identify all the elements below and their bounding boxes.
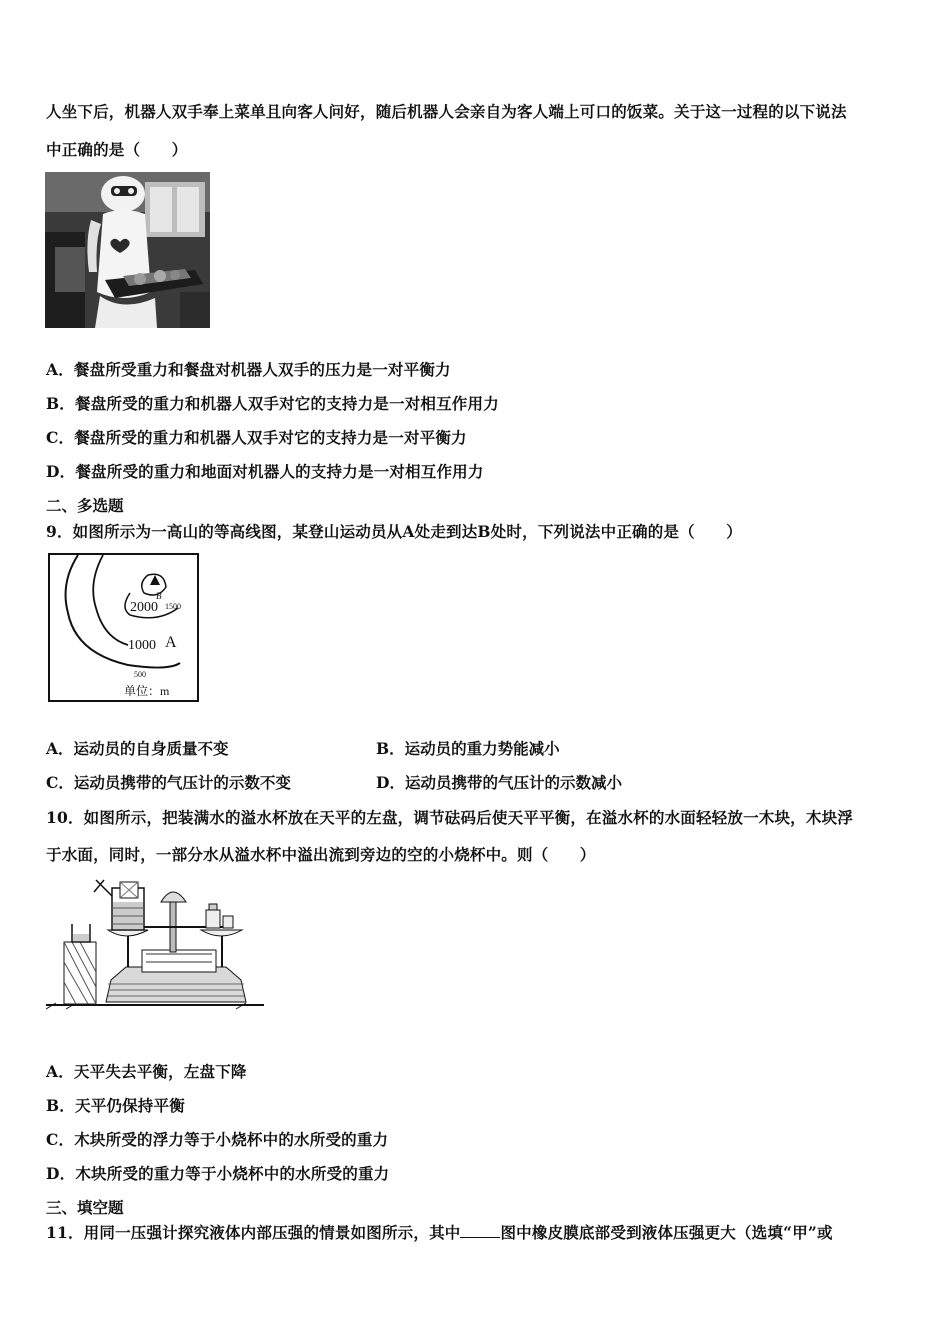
point-b-label: B xyxy=(156,591,162,601)
q10-option-a: A．天平失去平衡，左盘下降 xyxy=(46,1062,247,1081)
q10-stem-line2: 于水面，同时，一部分水从溢水杯中溢出流到旁边的空的小烧杯中。则（ ） xyxy=(46,845,596,864)
contour-map-figure xyxy=(48,553,200,703)
contour-label-1000: 1000 xyxy=(128,638,156,653)
q8-option-b: B．餐盘所受的重力和机器人双手对它的支持力是一对相互作用力 xyxy=(46,394,499,413)
q9-option-a: A．运动员的自身质量不变 xyxy=(46,739,229,758)
q9-option-d: D．运动员携带的气压计的示数减小 xyxy=(376,773,622,792)
q9-stem: 9．如图所示为一高山的等高线图，某登山运动员从A处走到达B处时，下列说法中正确的是（ ） xyxy=(46,522,742,541)
contour-label-500: 500 xyxy=(134,670,146,679)
q11-answer-blank[interactable] xyxy=(460,1223,500,1238)
q9-option-b: B．运动员的重力势能减小 xyxy=(376,739,560,758)
section-multiple-choice-heading: 二、多选题 xyxy=(46,496,124,515)
contour-label-1500: 1500 xyxy=(165,602,181,611)
q11-text-before: 11．用同一压强计探究液体内部压强的情景如图所示，其中 xyxy=(46,1223,461,1242)
contour-label-2000: 2000 xyxy=(130,600,158,615)
q8-option-a: A．餐盘所受重力和餐盘对机器人双手的压力是一对平衡力 xyxy=(46,360,451,379)
q11-text-after: 图中橡皮膜底部受到液体压强更大（选填“甲”或 xyxy=(500,1223,833,1242)
q8-option-c: C．餐盘所受的重力和机器人双手对它的支持力是一对平衡力 xyxy=(46,428,467,447)
robot-waiter-photo xyxy=(45,172,210,328)
q11-stem xyxy=(46,1221,833,1243)
map-unit-label: 单位：m xyxy=(124,684,170,698)
q10-stem-line1: 10．如图所示，把装满水的溢水杯放在天平的左盘，调节砝码后使天平平衡，在溢水杯的水面轻轻放一木块，木块浮 xyxy=(46,808,853,827)
point-a-label: A xyxy=(165,634,177,651)
q8-stem-line1: 人坐下后，机器人双手奉上菜单且向客人问好，随后机器人会亲自为客人端上可口的饭菜。关于这一过程的以下说法 xyxy=(46,102,847,121)
balance-overflow-cup-figure xyxy=(46,872,266,1012)
q10-option-c: C．木块所受的浮力等于小烧杯中的水所受的重力 xyxy=(46,1130,389,1149)
q9-option-c: C．运动员携带的气压计的示数不变 xyxy=(46,773,291,792)
q8-option-d: D．餐盘所受的重力和地面对机器人的支持力是一对相互作用力 xyxy=(46,462,484,481)
q10-option-b: B．天平仍保持平衡 xyxy=(46,1096,185,1115)
q8-stem-line2: 中正确的是（ ） xyxy=(46,140,188,159)
section-fill-in-heading: 三、填空题 xyxy=(46,1198,124,1217)
q10-option-d: D．木块所受的重力等于小烧杯中的水所受的重力 xyxy=(46,1164,390,1183)
